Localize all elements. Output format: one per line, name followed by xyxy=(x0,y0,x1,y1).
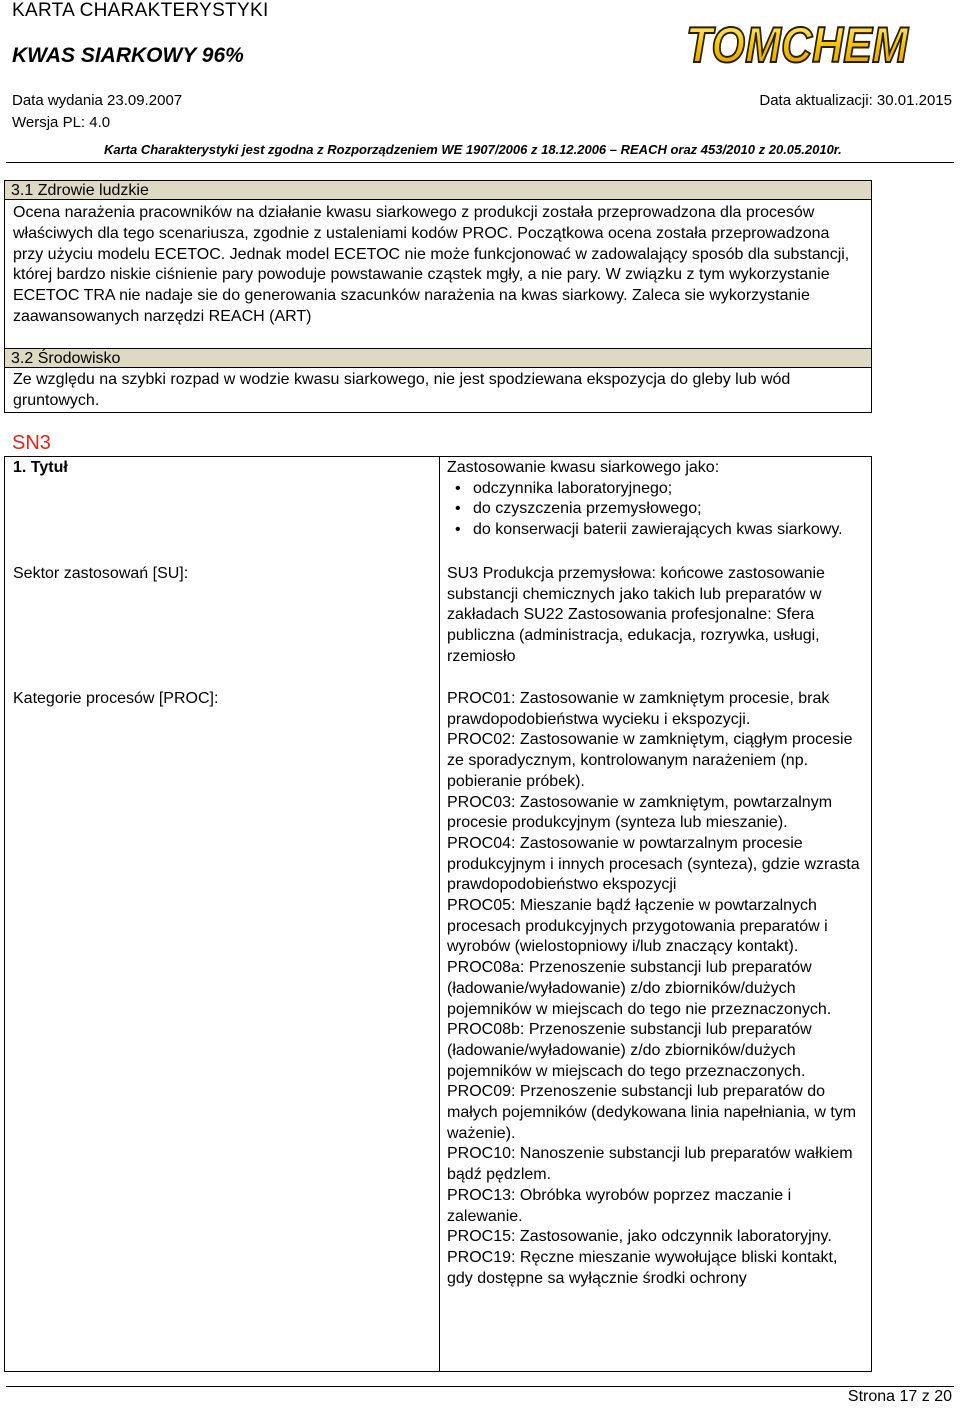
proc-item: PROC10: Nanoszenie substancji lub preparatów wałkiem bądź pędzlem. xyxy=(447,1145,853,1184)
bullet-icon: • xyxy=(455,521,461,539)
sector-label: Sektor zastosowań [SU]: xyxy=(13,565,189,582)
proc-item: PROC08a: Przenoszenie substancji lub preparatów (ładowanie/wyładowanie) z/do zbiorników/dużych pojemników w miejscach do tego nie przeznaczonych. xyxy=(447,959,832,1018)
title-content xyxy=(447,458,867,541)
section-3-1-heading: 3.1 Zdrowie ludzkie xyxy=(5,180,871,200)
svg-text:TOMCHEM: TOMCHEM xyxy=(686,17,910,73)
update-date: Data aktualizacji: 30.01.2015 xyxy=(759,92,952,109)
column-divider xyxy=(439,457,440,1371)
issue-date: Data wydania 23.09.2007 xyxy=(12,92,183,109)
proc-item: PROC15: Zastosowanie, jako odczynnik laboratoryjny. xyxy=(447,1228,832,1246)
version: Wersja PL: 4.0 xyxy=(12,114,111,131)
product-name: KWAS SIARKOWY 96% xyxy=(12,44,244,67)
section-3-2-body: Ze względu na szybki rozpad w wodzie kwasu siarkowego, nie jest spodziewana ekspozycja do gleby lub wód gruntowych. xyxy=(13,371,791,409)
proc-item: PROC09: Przenoszenie substancji lub preparatów do małych pojemników (dedykowana linia napełniania, w tym ważenie). xyxy=(447,1083,857,1142)
company-logo xyxy=(672,4,920,78)
section-3-1-body: Ocena narażenia pracowników na działanie kwasu siarkowego z produkcji została przeprowadzona dla procesów właściwych dla tego scenariusza, zgodnie z ustaleniami kodów PROC. Początkowa ocena została przeprowadzona przy użyciu modelu ECETOC. Jednak model ECETOC nie może funkcjonować w zadowalający sposób dla substancji, której bardzo niskie ciśnienie pary powoduje powstawanie cząstek mgły, a nie pary. W związku z tym wykorzystanie ECETOC TRA nie nadaje sie do generowania szacunków narażenia na kwas siarkowy. Zaleca sie wykorzystanie zaawansowanych narzędzi REACH (ART) xyxy=(13,204,850,325)
proc-item: PROC13: Obróbka wyrobów poprzez maczanie i zalewanie. xyxy=(447,1186,792,1225)
footer-divider xyxy=(6,1386,954,1387)
sector-text: SU3 Produkcja przemysłowa: końcowe zastosowanie substancji chemicznych jako takich lub preparatów w zakładach SU22 Zastosowania profesjonalne: Sfera publiczna (administracja, edukacja, rozrywka, usługi, rzemiosło xyxy=(447,565,825,665)
bullet-icon: • xyxy=(455,500,461,518)
bullet-icon: • xyxy=(455,479,461,497)
list-item: • odczynnika laboratoryjnego; xyxy=(447,479,867,500)
document-title: KARTA CHARAKTERYSTYKI xyxy=(12,0,269,21)
proc-item: PROC03: Zastosowanie w zamkniętym, powtarzalnym procesie produkcyjnym (synteza lub mieszanie). xyxy=(447,793,833,832)
proc-label: Kategorie procesów [PROC]: xyxy=(13,690,219,707)
section-3-2-heading: 3.2 Środowisko xyxy=(5,348,871,368)
regulation-note: Karta Charakterystyki jest zgodna z Rozporządzeniem WE 1907/2006 z 18.12.2006 – REACH oraz 453/2010 z 20.05.2010r. xyxy=(104,142,842,157)
proc-item: PROC01: Zastosowanie w zamkniętym procesie, brak prawdopodobieństwa wycieku i ekspozycji. xyxy=(447,690,830,728)
exposure-assessment-box xyxy=(4,180,872,413)
proc-list xyxy=(447,689,867,1289)
proc-item: PROC08b: Przenoszenie substancji lub preparatów (ładowanie/wyładowanie) z/do zbiorników/dużych pojemników w miejscach do tego przeznaczonych. xyxy=(447,1021,812,1080)
list-item: • do konserwacji baterii zawierających kwas siarkowy. xyxy=(447,520,867,541)
proc-item: PROC19: Ręczne mieszanie wywołujące bliski kontakt, gdy dostępne sa wyłącznie środki ochrony xyxy=(447,1248,838,1287)
scenario-label: SN3 xyxy=(12,432,51,454)
header-divider xyxy=(6,162,954,163)
proc-item: PROC04: Zastosowanie w powtarzalnym procesie produkcyjnym i innych procesach (synteza), gdzie wzrasta prawdopodobieństwo ekspozycji xyxy=(447,834,860,894)
scenario-table xyxy=(4,456,872,1372)
proc-item: PROC02: Zastosowanie w zamkniętym, ciągłym procesie ze sporadycznym, kontrolowanym narażeniem (np. pobieranie próbek). xyxy=(447,731,853,790)
proc-item: PROC05: Mieszanie bądź łączenie w powtarzalnych procesach produkcyjnych przygotowania preparatów i wyrobów (wielostopniowy i/lub znaczący kontakt). xyxy=(447,897,828,956)
list-item: • do czyszczenia przemysłowego; xyxy=(447,499,867,520)
title-intro: Zastosowanie kwasu siarkowego jako: xyxy=(447,459,720,476)
title-label: 1. Tytuł xyxy=(13,459,68,476)
page-number: Strona 17 z 20 xyxy=(847,1388,952,1405)
